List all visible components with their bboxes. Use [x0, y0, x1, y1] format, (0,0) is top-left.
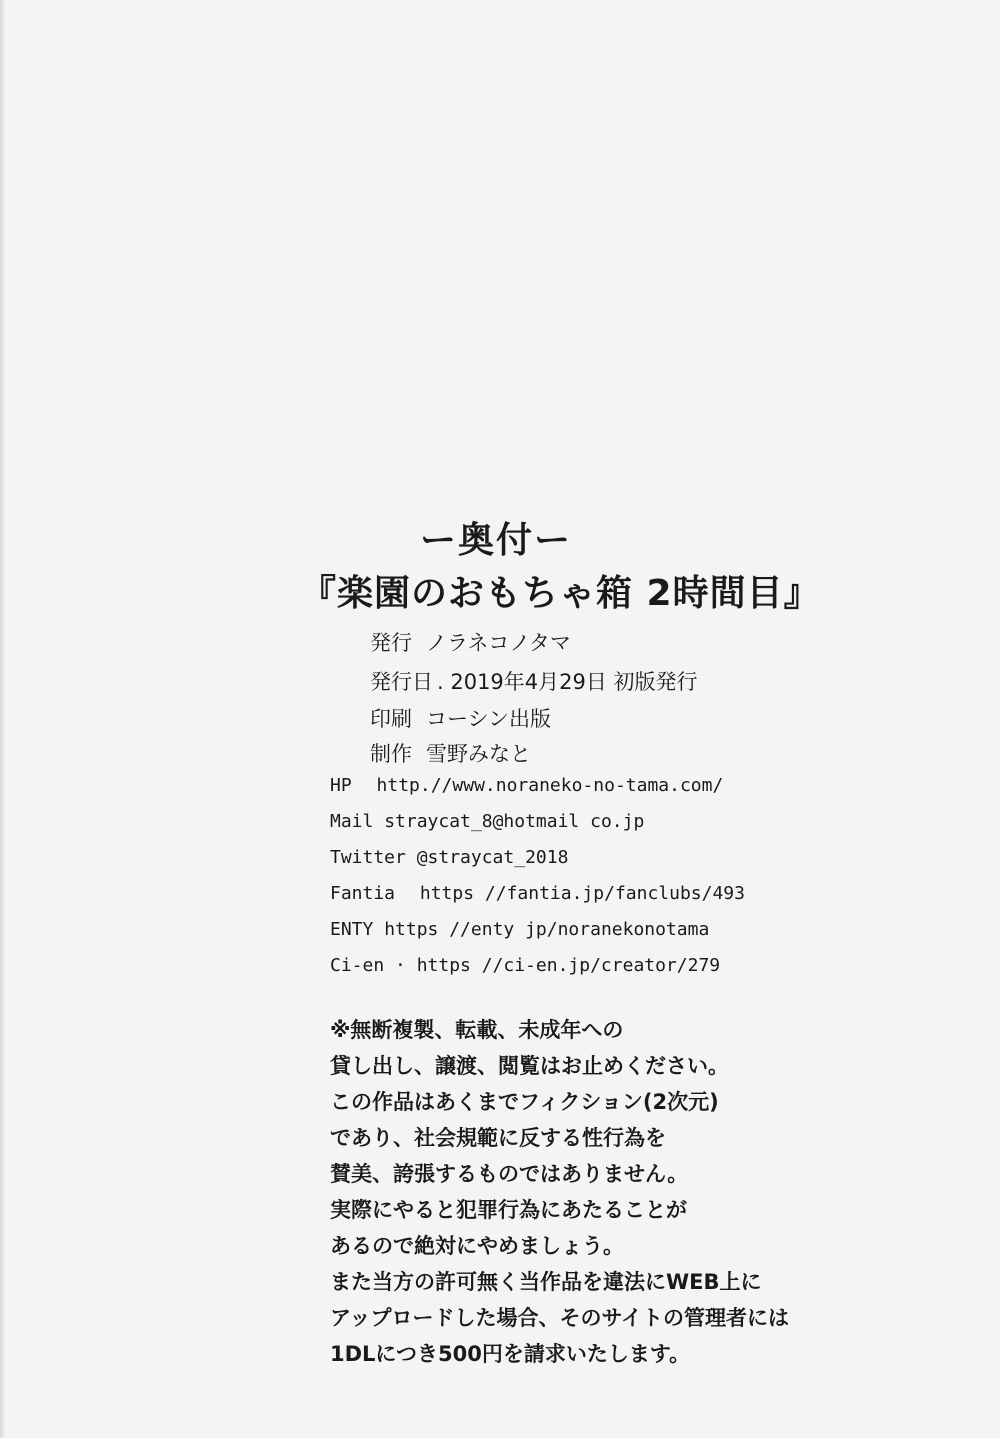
info-value: . 2019年4月29日 初版発行: [437, 670, 698, 694]
info-label: 発行: [370, 631, 412, 655]
link-value: https //enty jp/noranekonotama: [384, 919, 710, 940]
notice-line: 貸し出し、譲渡、閲覧はお止めください。: [330, 1054, 729, 1078]
link-label: HP: [330, 775, 352, 796]
link-value: @straycat_2018: [416, 847, 569, 868]
info-value: ノラネコノタマ: [426, 631, 571, 655]
link-row-enty: [330, 919, 709, 940]
book-title: 『楽園のおもちゃ箱 2時間目』: [300, 573, 821, 614]
info-row-printer: [370, 703, 551, 733]
info-value: コーシン出版: [426, 707, 552, 731]
link-label: Mail: [330, 811, 374, 832]
link-row-ci-en: [330, 955, 720, 976]
notice-line: ※無断複製、転載、未成年への: [330, 1018, 624, 1042]
notice-line: 1DLにつき500円を請求いたします。: [330, 1342, 691, 1366]
link-value: https //fantia.jp/fanclubs/493: [419, 883, 745, 904]
link-value: http.//www.noraneko-no-tama.com/: [376, 775, 724, 796]
link-row-twitter: [330, 847, 568, 868]
link-value: https //ci-en.jp/creator/279: [416, 955, 721, 976]
notice-line: この作品はあくまでフィクション(2次元): [330, 1090, 719, 1114]
link-label: Fantia: [330, 883, 396, 904]
info-row-publisher: [370, 627, 571, 657]
link-row-mail: [330, 811, 644, 832]
notice-line: あるので絶対にやめましょう。: [330, 1234, 624, 1258]
notice-line: 賛美、誇張するものではありません。: [330, 1162, 689, 1186]
info-row-publish-date: [370, 666, 698, 696]
notice-line: また当方の許可無く当作品を違法にWEB上に: [330, 1270, 762, 1294]
info-label: 発行日: [370, 670, 433, 694]
legal-notice: [330, 1012, 790, 1372]
info-value: 雪野みなと: [426, 742, 531, 766]
notice-line: 実際にやると犯罪行為にあたることが: [330, 1198, 687, 1222]
notice-line: アップロードした場合、そのサイトの管理者には: [330, 1306, 790, 1330]
colophon-heading: ー奥付ー: [420, 520, 573, 561]
link-label: ENTY: [330, 919, 374, 940]
link-row-fantia: [330, 883, 745, 904]
info-label: 制作: [370, 742, 412, 766]
link-row-homepage: [330, 775, 723, 796]
info-label: 印刷: [370, 707, 412, 731]
info-row-producer: [370, 738, 531, 768]
notice-line: であり、社会規範に反する性行為を: [330, 1126, 666, 1150]
link-label: Twitter: [330, 847, 406, 868]
link-value: straycat_8@hotmail co.jp: [384, 811, 645, 832]
link-label: Ci-en ·: [330, 955, 406, 976]
